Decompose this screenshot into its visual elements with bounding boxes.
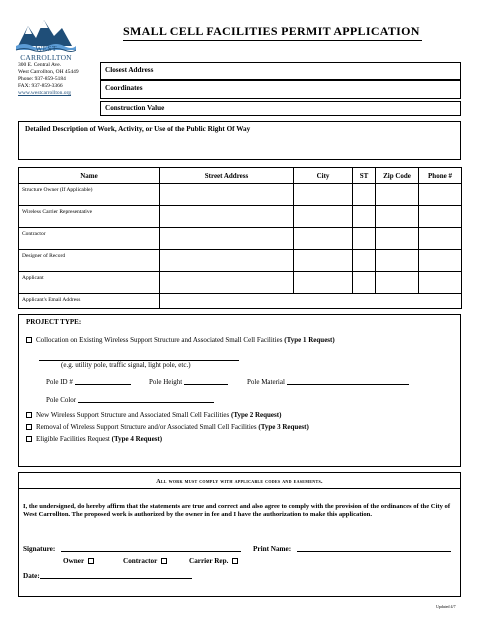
- input-cell[interactable]: [376, 184, 419, 206]
- description-label: Detailed Description of Work, Activity, or Use of the Public Right Of Way: [25, 125, 251, 133]
- table-row: [19, 228, 462, 250]
- input-cell[interactable]: [294, 228, 353, 250]
- input-cell[interactable]: [376, 228, 419, 250]
- column-header-name: Name: [19, 168, 160, 184]
- column-header-state: ST: [353, 168, 376, 184]
- address-line: West Carrollton, OH 45449: [18, 69, 79, 75]
- column-header-city: City: [294, 168, 353, 184]
- input-cell[interactable]: [160, 206, 294, 228]
- closest-address-label: Closest Address: [105, 66, 154, 74]
- input-cell[interactable]: [353, 250, 376, 272]
- row-label: Structure Owner (If Applicable): [19, 184, 160, 206]
- print-name-field[interactable]: [253, 545, 451, 553]
- type-4-checkbox[interactable]: [26, 436, 32, 442]
- address-line: FAX: 937-859-3366: [18, 83, 63, 89]
- input-cell[interactable]: [160, 228, 294, 250]
- owner-label: Owner: [63, 557, 85, 565]
- row-label: Designer of Record: [19, 250, 160, 272]
- table-row: [19, 272, 462, 294]
- input-cell[interactable]: [160, 250, 294, 272]
- owner-checkbox[interactable]: [88, 558, 94, 564]
- input-cell[interactable]: [419, 228, 462, 250]
- pole-color-label: Pole Color: [46, 396, 78, 404]
- certification-statement: I, the undersigned, do hereby affirm that the statements are true and correct and also agree to comply with the provision of the ordinances of the City of West Carrollton. The proposed work is authorized by the owner in fee and I have the authorization to make this application.: [23, 503, 451, 518]
- contractor-label: Contractor: [123, 557, 158, 565]
- structure-example: (e.g. utility pole, traffic signal, light pole, etc.): [61, 361, 191, 369]
- input-cell[interactable]: [419, 206, 462, 228]
- table-row: [19, 184, 462, 206]
- type-1-checkbox[interactable]: [26, 337, 32, 343]
- address-line: Phone: 937-859-5184: [18, 76, 66, 82]
- pole-height-field[interactable]: [149, 378, 228, 386]
- option-4-text: Eligible Facilities Request: [36, 435, 112, 443]
- input-cell[interactable]: [294, 250, 353, 272]
- input-cell[interactable]: [419, 272, 462, 294]
- signature-field[interactable]: [23, 545, 241, 553]
- contacts-table: [18, 167, 462, 309]
- option-1-text: Collocation on Existing Wireless Support Structure and Associated Small Cell Facilities: [36, 336, 285, 344]
- input-cell[interactable]: [294, 184, 353, 206]
- role-carrier[interactable]: [189, 557, 238, 565]
- address-line: 300 E. Central Ave.: [18, 62, 62, 68]
- type-3-checkbox[interactable]: [26, 424, 32, 430]
- column-header-zip: Zip Code: [376, 168, 419, 184]
- construction-value-field[interactable]: [100, 101, 461, 116]
- updated-note: Updated 4/7: [436, 604, 456, 609]
- option-2-text: New Wireless Support Structure and Associated Small Cell Facilities: [36, 411, 231, 419]
- option-2-type: (Type 2 Request): [230, 411, 282, 419]
- email-input-cell[interactable]: [160, 294, 462, 309]
- contractor-checkbox[interactable]: [161, 558, 167, 564]
- column-header-street-address: Street Address: [160, 168, 294, 184]
- table-header-row: [19, 168, 462, 184]
- option-type-4: [26, 435, 162, 443]
- pole-id-label: Pole ID #: [46, 378, 75, 386]
- city-address-block: [18, 62, 79, 97]
- description-field[interactable]: [18, 121, 461, 160]
- pole-material-field[interactable]: [247, 378, 409, 386]
- coordinates-field[interactable]: [100, 80, 461, 99]
- coordinates-label: Coordinates: [105, 84, 143, 92]
- project-type-section: [18, 314, 461, 467]
- carrier-label: Carrier Rep.: [189, 557, 229, 565]
- print-name-label: Print Name:: [253, 545, 292, 553]
- row-label: Applicant's Email Address: [19, 294, 160, 309]
- project-type-heading: PROJECT TYPE:: [26, 318, 82, 326]
- column-header-phone: Phone #: [419, 168, 462, 184]
- pole-material-label: Pole Material: [247, 378, 287, 386]
- website-link[interactable]: www.westcarrollton.org: [18, 90, 72, 96]
- carrier-checkbox[interactable]: [232, 558, 238, 564]
- input-cell[interactable]: [294, 272, 353, 294]
- type-2-checkbox[interactable]: [26, 412, 32, 418]
- input-cell[interactable]: [376, 250, 419, 272]
- option-4-type: (Type 4 Request): [111, 435, 163, 443]
- input-cell[interactable]: [160, 184, 294, 206]
- title-underline: [123, 40, 422, 41]
- option-type-3: [26, 423, 309, 431]
- pole-height-label: Pole Height: [149, 378, 184, 386]
- option-1-type: (Type 1 Request): [284, 336, 335, 344]
- input-cell[interactable]: [294, 206, 353, 228]
- row-label: Wireless Carrier Representative: [19, 206, 160, 228]
- input-cell[interactable]: [353, 206, 376, 228]
- closest-address-field[interactable]: [100, 62, 461, 80]
- date-field[interactable]: [23, 572, 192, 580]
- table-row: [19, 250, 462, 272]
- input-cell[interactable]: [353, 184, 376, 206]
- date-label: Date:: [23, 572, 40, 580]
- input-cell[interactable]: [419, 184, 462, 206]
- pole-id-field[interactable]: [46, 378, 131, 386]
- section-divider: [19, 488, 460, 489]
- page-title: SMALL CELL FACILITIES PERMIT APPLICATION: [123, 24, 420, 38]
- input-cell[interactable]: [419, 250, 462, 272]
- input-cell[interactable]: [353, 272, 376, 294]
- role-contractor[interactable]: [123, 557, 167, 565]
- construction-value-label: Construction Value: [105, 104, 165, 112]
- option-type-1: [26, 336, 335, 344]
- input-cell[interactable]: [160, 272, 294, 294]
- row-label: Contractor: [19, 228, 160, 250]
- input-cell[interactable]: [376, 272, 419, 294]
- signature-label: Signature:: [23, 545, 56, 553]
- certification-section: [18, 472, 461, 597]
- option-3-type: (Type 3 Request): [258, 423, 309, 431]
- table-row: [19, 206, 462, 228]
- input-cell[interactable]: [376, 206, 419, 228]
- compliance-notice: All work must comply with applicable codes and easements.: [156, 479, 323, 485]
- option-type-2: [26, 411, 281, 419]
- pole-color-field[interactable]: [46, 396, 214, 404]
- input-cell[interactable]: [353, 228, 376, 250]
- table-row: [19, 294, 462, 309]
- logo-wordmark: WEST CARROLLTON: [20, 44, 72, 62]
- option-3-text: Removal of Wireless Support Structure and/or Associated Small Cell Facilities: [36, 423, 259, 431]
- row-label: Applicant: [19, 272, 160, 294]
- role-owner[interactable]: [63, 557, 94, 565]
